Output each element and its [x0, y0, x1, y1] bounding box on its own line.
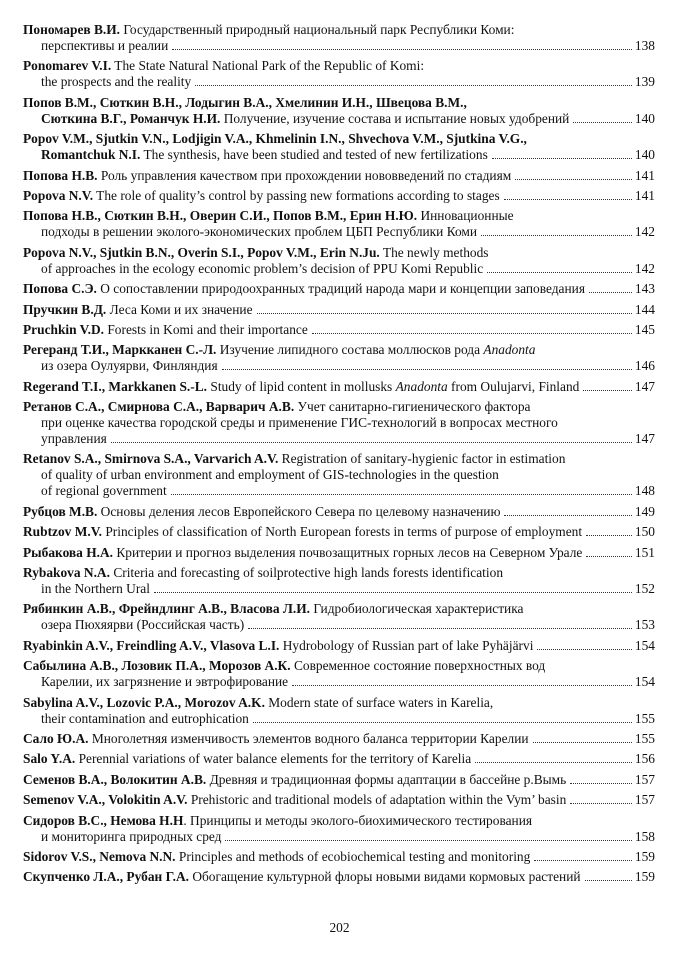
dot-leader	[475, 762, 632, 763]
toc-entry	[23, 638, 655, 654]
entry-authors: Рябинкин А.В., Фрейндлинг А.В., Власова Л.И.	[23, 601, 310, 617]
toc-entry-line	[23, 168, 655, 184]
entry-title: The State Natural National Park of the Republic of Komi:	[111, 58, 425, 74]
toc-entry-line	[23, 358, 655, 374]
entry-authors: Ryabinkin A.V., Freindling A.V., Vlasova L.I.	[23, 637, 280, 653]
entry-authors: Popova N.V., Sjutkin B.N., Overin S.I., Popov V.M., Erin N.Ju.	[23, 244, 380, 260]
toc-entry	[23, 131, 655, 163]
toc-entry	[23, 399, 655, 447]
dot-leader	[586, 556, 632, 557]
entry-authors: Сабылина А.В., Лозовик П.А., Морозов А.К.	[23, 658, 291, 674]
toc-entry-line	[23, 431, 655, 447]
entry-authors: Regerand T.I., Markkanen S.-L.	[23, 378, 208, 394]
dot-leader	[195, 85, 632, 86]
entry-authors: Romantchuk N.I.	[41, 147, 141, 163]
toc-entry-line	[23, 22, 655, 38]
toc-entry-line	[23, 224, 655, 240]
entry-text	[23, 524, 582, 540]
entry-text	[23, 281, 585, 297]
entry-page-number: 155	[634, 730, 655, 746]
toc-entry-line	[23, 415, 655, 431]
toc-entry-line	[23, 111, 655, 127]
entry-title: О сопоставлении природоохранных традиций народа мари и концепции заповедания	[96, 281, 585, 297]
toc-entry	[23, 772, 655, 788]
entry-authors: Retanov S.A., Smirnova S.A., Varvarich A.V.	[23, 451, 279, 467]
toc-entry	[23, 869, 655, 885]
entry-text	[23, 638, 533, 654]
entry-page-number: 145	[634, 321, 655, 337]
entry-page-number: 140	[634, 110, 655, 126]
toc-entry-line	[23, 545, 655, 561]
dot-leader	[533, 742, 632, 743]
entry-title: Инновационные	[417, 208, 514, 224]
entry-authors: Пручкин В.Д.	[23, 301, 107, 317]
dot-leader	[504, 199, 632, 200]
entry-page-number: 139	[634, 74, 655, 90]
entry-text	[41, 711, 249, 727]
toc-entry	[23, 524, 655, 540]
entry-authors: Попова Н.В.	[23, 167, 98, 183]
toc-entry	[23, 751, 655, 767]
toc-entry-line	[23, 792, 655, 808]
entry-page-number: 154	[634, 674, 655, 690]
entry-page-number: 141	[634, 187, 655, 203]
entry-page-number: 159	[634, 869, 655, 885]
dot-leader	[589, 292, 632, 293]
toc-entry-line	[23, 638, 655, 654]
dot-leader	[570, 783, 632, 784]
entry-title: Principles and methods of ecobiochemical testing and monitoring	[175, 848, 531, 864]
entry-title: Study of lipid content in mollusks	[207, 378, 396, 394]
toc-entry	[23, 188, 655, 204]
entry-title: Modern state of surface waters in Karelia,	[264, 694, 494, 710]
entry-text	[41, 674, 288, 690]
entry-authors: Sabylina A.V., Lozovic P.A., Morozov A.K.	[23, 694, 265, 710]
toc-entry-line	[23, 565, 655, 581]
entry-title: управления	[41, 431, 107, 447]
entry-page-number: 142	[634, 224, 655, 240]
entry-text	[23, 792, 566, 808]
toc-entry	[23, 208, 655, 240]
entry-title: Получение, изучение состава и испытание новых удобрений	[220, 110, 570, 126]
entry-title: Criteria and forecasting of soilprotective high lands forests identification	[109, 565, 504, 581]
entry-page-number: 155	[634, 710, 655, 726]
entry-text	[41, 147, 488, 163]
entry-text	[23, 379, 579, 395]
entry-title: Perennial variations of water balance elements for the territory of Karelia	[75, 751, 472, 767]
entry-title: озера Пюхяярви (Российская часть)	[41, 617, 245, 633]
toc-entry-line	[23, 617, 655, 633]
entry-title: Карелии, их загрязнение и эвтрофирование	[41, 674, 289, 690]
entry-authors: Rybakova N.A.	[23, 565, 110, 581]
toc-entry-line	[23, 658, 655, 674]
entry-page-number: 147	[634, 431, 655, 447]
entry-page-number: 157	[634, 792, 655, 808]
entry-title: Роль управления качеством при прохождении нововведений по стадиям	[97, 167, 512, 183]
toc-entry	[23, 849, 655, 865]
entry-text	[23, 849, 530, 865]
entry-text	[23, 751, 471, 767]
dot-leader	[292, 685, 632, 686]
entry-authors: Попов В.М., Сюткин В.Н., Лодыгин В.А., Хмелинин И.Н., Швецова В.М.,	[23, 94, 467, 110]
dot-leader	[487, 272, 632, 273]
entry-text	[41, 74, 191, 90]
dot-leader	[248, 628, 632, 629]
entry-page-number: 156	[634, 751, 655, 767]
toc-entry-line	[23, 483, 655, 499]
entry-authors: Рыбакова Н.А.	[23, 544, 113, 560]
entry-page-number: 142	[634, 260, 655, 276]
entry-title: Hydrobology of Russian part of lake Pyhäjärvi	[279, 637, 534, 653]
toc-entry	[23, 504, 655, 520]
entry-title: of approaches in the ecology economic problem’s decision of PPU Komi Republic	[41, 260, 484, 276]
dot-leader	[585, 880, 632, 881]
entry-title: of regional government	[41, 483, 167, 499]
toc-entry	[23, 22, 655, 54]
entry-page-number: 151	[634, 544, 655, 560]
entry-text	[41, 111, 569, 127]
dot-leader	[504, 515, 631, 516]
entry-title: Обогащение культурной флоры новыми видами кормовых растений	[188, 869, 581, 885]
entry-text	[23, 869, 581, 885]
entry-authors: Salo Y.A.	[23, 751, 76, 767]
entry-text	[41, 431, 107, 447]
entry-title: Учет санитарно-гигиенического фактора	[294, 399, 531, 415]
entry-title: подходы в решении эколого-экономических проблем ЦБП Республики Коми	[41, 224, 478, 240]
entry-page-number: 141	[634, 167, 655, 183]
toc-entry-line	[23, 188, 655, 204]
toc-entry	[23, 95, 655, 127]
toc-entry-line	[23, 131, 655, 147]
entry-title: Prehistoric and traditional models of adaptation within the Vym’ basin	[187, 792, 567, 808]
entry-text	[23, 772, 566, 788]
entry-text	[41, 829, 221, 845]
toc-entry	[23, 451, 655, 499]
entry-authors: Rubtzov M.V.	[23, 524, 102, 540]
entry-title: their contamination and eutrophication	[41, 710, 249, 726]
entry-page-number: 154	[634, 637, 655, 653]
toc-entry	[23, 245, 655, 277]
toc-entry-line	[23, 813, 655, 829]
toc-entry-line	[23, 772, 655, 788]
entry-page-number: 158	[634, 828, 655, 844]
entry-authors: Сало Ю.А.	[23, 730, 89, 746]
entry-page-number: 146	[634, 358, 655, 374]
toc-entry-line	[23, 38, 655, 54]
entry-text	[23, 168, 511, 184]
entry-text	[41, 358, 218, 374]
toc-entry-line	[23, 261, 655, 277]
toc-entry-line	[23, 379, 655, 395]
entry-title: Registration of sanitary-hygienic factor in estimation	[278, 451, 566, 467]
toc-entry-line	[23, 829, 655, 845]
entry-title: при оценке качества городской среды и применение ГИС-технологий в вопросах местного	[41, 415, 558, 431]
toc-entry-line	[23, 695, 655, 711]
entry-page-number: 147	[634, 378, 655, 394]
entry-page-number: 153	[634, 617, 655, 633]
entry-text	[41, 581, 150, 597]
entry-authors: Сидоров В.С., Немова Н.Н	[23, 812, 184, 828]
toc-entry-line	[23, 524, 655, 540]
entry-text	[23, 504, 500, 520]
toc-entry	[23, 813, 655, 845]
entry-authors: Сюткина В.Г., Романчук Н.И.	[41, 110, 221, 126]
entry-title: Principles of classification of North European forests in terms of purpose of employment	[101, 524, 583, 540]
entry-authors: Рубцов М.В.	[23, 503, 98, 519]
toc-entry	[23, 379, 655, 395]
toc-entry-line	[23, 399, 655, 415]
toc-entry-line	[23, 342, 655, 358]
dot-leader	[481, 235, 632, 236]
dot-leader	[154, 592, 632, 593]
entry-authors: Semenov V.A., Volokitin A.V.	[23, 792, 188, 808]
toc-entry	[23, 302, 655, 318]
entry-authors: Sidorov V.S., Nemova N.N.	[23, 848, 176, 864]
toc-entry-line	[23, 504, 655, 520]
toc-entry	[23, 658, 655, 690]
entry-authors: Popov V.M., Sjutkin V.N., Lodjigin V.A., Khmelinin I.N., Shvechova V.M., Sjutkina V.G.,	[23, 131, 527, 147]
toc-entry-line	[23, 731, 655, 747]
entry-text	[41, 38, 168, 54]
toc-entry-line	[23, 147, 655, 163]
entry-authors: Регеранд Т.И., Маркканен С.-Л.	[23, 342, 217, 358]
dot-leader	[534, 860, 632, 861]
toc-entry-line	[23, 302, 655, 318]
entry-authors: Попова С.Э.	[23, 281, 97, 297]
toc-entry-line	[23, 601, 655, 617]
toc-entry-line	[23, 451, 655, 467]
entry-authors: Popova N.V.	[23, 187, 94, 203]
entry-title: Государственный природный национальный парк Республики Коми:	[120, 22, 515, 37]
entry-title: Forests in Komi and their importance	[104, 321, 308, 337]
entry-page-number: 138	[634, 38, 655, 53]
entry-authors: Пономарев В.И.	[23, 22, 121, 37]
toc-entry-line	[23, 751, 655, 767]
entry-text	[41, 483, 167, 499]
entry-page-number: 157	[634, 771, 655, 787]
toc-entry	[23, 58, 655, 90]
entry-title: The synthesis, have been studied and tested of new fertilizations	[140, 147, 488, 163]
entry-title: Anadonta	[483, 342, 536, 358]
entry-title: Гидробиологическая характеристика	[309, 601, 524, 617]
entry-authors: Попова Н.В., Сюткин В.Н., Оверин С.И., Попов В.М., Ерин Н.Ю.	[23, 208, 418, 224]
entry-title: Древняя и традиционная формы адаптации в бассейне р.Вымь	[206, 771, 567, 787]
entry-authors: Pruchkin V.D.	[23, 321, 104, 337]
entry-title: Леса Коми и их значение	[106, 301, 253, 317]
entry-page-number: 152	[634, 581, 655, 597]
entry-authors: Ретанов С.А., Смирнова С.А., Варварич А.В.	[23, 399, 295, 415]
entry-text	[41, 224, 477, 240]
toc-entry-line	[23, 849, 655, 865]
dot-leader	[171, 494, 632, 495]
dot-leader	[225, 840, 631, 841]
entry-title: перспективы и реалии	[41, 38, 169, 53]
entry-title: Anadonta	[395, 378, 448, 394]
toc-entry-line	[23, 281, 655, 297]
dot-leader	[583, 390, 632, 391]
toc-entry-line	[23, 322, 655, 338]
entry-page-number: 159	[634, 848, 655, 864]
toc-entry	[23, 322, 655, 338]
toc-entry-line	[23, 245, 655, 261]
toc-entry	[23, 731, 655, 747]
toc-entry-line	[23, 674, 655, 690]
entry-title: Основы деления лесов Европейского Севера по целевому назначению	[97, 503, 501, 519]
dot-leader	[257, 313, 632, 314]
dot-leader	[492, 158, 632, 159]
entry-authors: Семенов В.А., Волокитин А.В.	[23, 771, 207, 787]
entry-text	[41, 261, 483, 277]
entry-text	[23, 731, 529, 747]
dot-leader	[515, 179, 632, 180]
entry-title: The newly methods	[379, 244, 489, 260]
toc-entry-line	[23, 208, 655, 224]
dot-leader	[586, 535, 632, 536]
page-number: 202	[329, 920, 350, 935]
toc-entry	[23, 342, 655, 374]
dot-leader	[222, 369, 632, 370]
dot-leader	[253, 722, 632, 723]
entry-authors: Ponomarev V.I.	[23, 58, 112, 74]
entry-title: The role of quality’s control by passing new formations according to stages	[93, 187, 500, 203]
dot-leader	[573, 122, 632, 123]
dot-leader	[111, 442, 632, 443]
entry-page-number: 149	[634, 503, 655, 519]
entry-page-number: 148	[634, 483, 655, 499]
entry-title: . Принципы и методы эколого-биохимического тестирования	[183, 812, 533, 828]
dot-leader	[570, 803, 632, 804]
toc-entry	[23, 545, 655, 561]
entry-title: Современное состояние поверхностных вод	[290, 658, 546, 674]
entry-title: in the Northern Ural	[41, 581, 150, 597]
toc-entry	[23, 168, 655, 184]
entry-title: из озера Оулуярви, Финляндия	[41, 358, 218, 374]
toc-entry	[23, 601, 655, 633]
toc-entry-line	[23, 869, 655, 885]
toc-entry-line	[23, 711, 655, 727]
entry-text	[23, 188, 500, 204]
dot-leader	[172, 49, 632, 50]
entry-text	[23, 545, 582, 561]
dot-leader	[537, 649, 631, 650]
toc-entry	[23, 695, 655, 727]
entry-title: of quality of urban environment and employment of GIS-technologies in the question	[41, 467, 499, 483]
entry-title: from Oulujarvi, Finland	[447, 378, 580, 394]
toc-entry-line	[23, 95, 655, 111]
toc-entry-line	[23, 58, 655, 74]
entry-authors: Скупченко Л.А., Рубан Г.А.	[23, 869, 189, 885]
entry-title: Критерии и прогноз выделения почвозащитных горных лесов на Северном Урале	[112, 544, 583, 560]
entry-text	[23, 302, 253, 318]
entry-page-number: 140	[634, 147, 655, 163]
toc-entry-line	[23, 581, 655, 597]
entry-text	[41, 617, 244, 633]
entry-title: и мониторинга природных сред	[41, 828, 222, 844]
table-of-contents	[23, 22, 655, 890]
entry-page-number: 143	[634, 281, 655, 297]
entry-text	[23, 322, 308, 338]
toc-entry-line	[23, 74, 655, 90]
toc-entry	[23, 565, 655, 597]
entry-title: Изучение липидного состава моллюсков рода	[216, 342, 484, 358]
toc-entry	[23, 281, 655, 297]
entry-page-number: 144	[634, 301, 655, 317]
entry-title: Многолетняя изменчивость элементов водного баланса территории Карелии	[88, 730, 529, 746]
toc-entry-line	[23, 467, 655, 483]
entry-title: the prospects and the reality	[41, 74, 192, 90]
dot-leader	[312, 333, 632, 334]
toc-entry	[23, 792, 655, 808]
entry-page-number: 150	[634, 524, 655, 540]
